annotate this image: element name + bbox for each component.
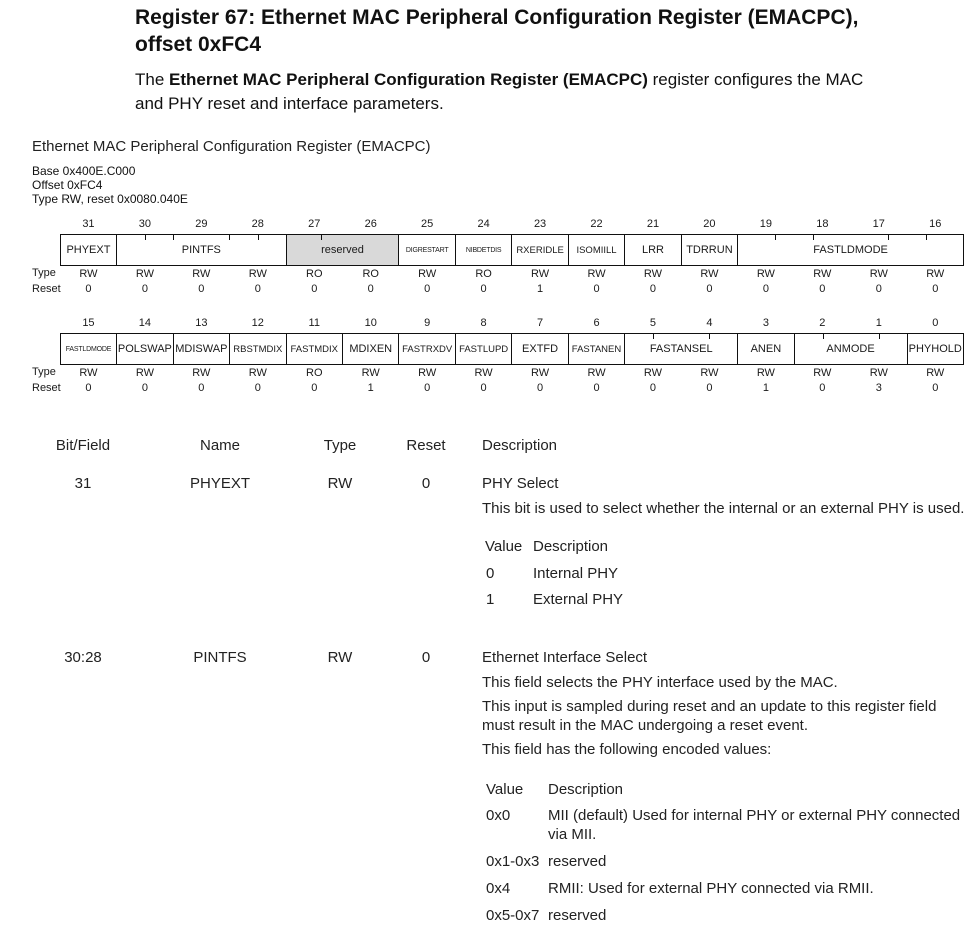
intro-prefix: The xyxy=(135,70,170,89)
type-value: RW xyxy=(418,366,437,379)
field-anmode xyxy=(794,334,907,365)
bit-number: 5 xyxy=(649,316,657,329)
intro-paragraph-line2: and PHY reset and interface parameters. xyxy=(135,94,444,113)
bit-number: 4 xyxy=(706,316,713,329)
bit-number: 23 xyxy=(533,217,547,230)
field-fastansel-label: FASTANSEL xyxy=(649,343,713,355)
value-code: 0x0 xyxy=(486,807,511,824)
type-value: RW xyxy=(756,267,775,280)
figure-title: Ethernet MAC Peripheral Configuration Register (EMACPC) xyxy=(32,138,431,155)
row-description-title: Ethernet Interface Select xyxy=(482,649,648,666)
reset-value: 0 xyxy=(706,381,713,394)
type-value: RW xyxy=(79,366,98,379)
row-reset: 0 xyxy=(421,475,431,492)
type-value: RW xyxy=(643,267,663,280)
reset-value: 0 xyxy=(706,282,713,295)
type-value: RW xyxy=(192,366,211,379)
bit-number: 0 xyxy=(932,316,939,329)
field-fastlupd: FASTLUPD xyxy=(455,334,511,365)
field-fastanen: FASTANEN xyxy=(568,334,624,365)
type-value: RW xyxy=(926,267,945,280)
field-tdrrun: TDRRUN xyxy=(681,235,737,266)
field-anen: ANEN xyxy=(738,334,794,365)
type-value: RW xyxy=(192,267,211,280)
bit-number: 29 xyxy=(195,217,208,230)
register-diagram-lower xyxy=(32,314,964,395)
type-value: RW xyxy=(79,267,98,280)
reset-value: 0 xyxy=(367,282,374,295)
type-row-label: Type xyxy=(32,366,56,379)
column-header-description: Description xyxy=(482,437,558,454)
value-description: MII (default) Used for internal PHY or external PHY connected xyxy=(548,807,961,824)
field-name-row xyxy=(32,334,964,365)
reset-value: 0 xyxy=(85,282,92,295)
bit-number: 30 xyxy=(138,217,152,230)
reset-value: 0 xyxy=(875,282,882,295)
value-code: 0x1-0x3 xyxy=(486,853,540,870)
field-phyhold: PHYHOLD xyxy=(907,334,963,365)
type-value: RW xyxy=(587,267,606,280)
page-title-line2: offset 0xFC4 xyxy=(135,33,262,56)
type-value: RW xyxy=(700,366,719,379)
value-table-header-description: Description xyxy=(533,538,609,555)
row-reset: 0 xyxy=(421,649,431,666)
reset-value: 0 xyxy=(480,381,487,394)
type-value: RW xyxy=(135,366,154,379)
type-value: RW xyxy=(531,366,550,379)
intro-suffix: register configures the MAC xyxy=(647,70,864,89)
bit-number: 6 xyxy=(593,316,600,329)
reset-value: 0 xyxy=(311,381,318,394)
value-description: RMII: Used for external PHY connected via RMII. xyxy=(548,880,874,897)
row-description-text: This field has the following encoded values: xyxy=(482,741,772,758)
bit-number: 15 xyxy=(82,316,95,329)
reset-value: 0 xyxy=(649,282,657,295)
type-value: RO xyxy=(306,366,323,379)
reset-value: 0 xyxy=(424,381,431,394)
figure-type-reset: Type RW, reset 0x0080.040E xyxy=(32,192,188,206)
reset-value: 0 xyxy=(198,282,205,295)
field-fastansel xyxy=(625,334,738,365)
type-value: RW xyxy=(248,366,267,379)
reset-value: 0 xyxy=(141,282,148,295)
field-fastldmode-label: FASTLDMODE xyxy=(813,244,888,256)
bit-number: 24 xyxy=(477,217,490,230)
field-fastmdix: FASTMDIX xyxy=(286,334,342,365)
field-rbstmdix: RBSTMDIX xyxy=(230,334,286,365)
reset-row xyxy=(32,380,964,395)
bit-number: 12 xyxy=(251,316,264,329)
type-row-label: Type xyxy=(32,267,56,280)
row-description-text: This field selects the PHY interface used by the MAC. xyxy=(482,674,838,691)
bit-number: 27 xyxy=(308,217,321,230)
value-code: 0x5-0x7 xyxy=(486,907,540,924)
type-value: RW xyxy=(531,267,550,280)
reset-value: 0 xyxy=(762,282,769,295)
field-rxeridle: RXERIDLE xyxy=(512,235,568,266)
bit-number: 19 xyxy=(759,217,772,230)
value-table-header-value: Value xyxy=(486,781,524,798)
bit-number: 8 xyxy=(480,316,487,329)
type-value: RW xyxy=(418,267,437,280)
value-description-continued: via MII. xyxy=(548,826,597,843)
field-extfd: EXTFD xyxy=(512,334,568,365)
reset-value: 0 xyxy=(932,282,939,295)
reset-value: 0 xyxy=(593,282,600,295)
bit-number: 18 xyxy=(816,217,829,230)
row-bitfield: 30:28 xyxy=(64,649,102,666)
value-code: 1 xyxy=(486,591,495,608)
type-value: RW xyxy=(869,267,888,280)
field-polswap: POLSWAP xyxy=(117,334,173,365)
reset-row xyxy=(32,281,964,296)
bit-number: 2 xyxy=(819,316,826,329)
bit-number-row xyxy=(32,215,964,235)
reset-value: 0 xyxy=(819,282,826,295)
field-pintfs xyxy=(117,235,286,266)
type-value: RW xyxy=(756,366,775,379)
type-value: RW xyxy=(135,267,154,280)
value-description: reserved xyxy=(548,853,607,870)
reset-value: 1 xyxy=(367,381,374,394)
type-value: RW xyxy=(474,366,493,379)
bit-number: 7 xyxy=(537,316,544,329)
bit-number: 22 xyxy=(590,217,603,230)
figure-base: Base 0x400E.C000 xyxy=(32,164,136,178)
reset-row-label: Reset xyxy=(32,282,61,295)
bit-number: 25 xyxy=(421,217,434,230)
reset-row-label: Reset xyxy=(32,381,61,394)
row-bitfield: 31 xyxy=(74,475,92,492)
field-nibdetdis: NIBDETDIS xyxy=(455,235,511,266)
type-value: RO xyxy=(475,267,492,280)
reset-value: 0 xyxy=(85,381,92,394)
field-anmode-label: ANMODE xyxy=(826,343,875,355)
bit-number: 26 xyxy=(364,217,377,230)
bit-number-row xyxy=(32,314,964,334)
type-value: RO xyxy=(306,267,323,280)
field-mdixen: MDIXEN xyxy=(342,334,398,365)
type-value: RW xyxy=(587,366,606,379)
column-header-bitfield: Bit/Field xyxy=(55,437,111,454)
bit-number: 11 xyxy=(308,316,320,329)
row-name: PINTFS xyxy=(193,649,247,666)
column-header-reset: Reset xyxy=(406,437,446,454)
value-code: 0x4 xyxy=(486,880,511,897)
row-type: RW xyxy=(327,475,353,492)
value-description: Internal PHY xyxy=(533,565,619,582)
value-description: reserved xyxy=(548,907,607,924)
type-value: RW xyxy=(813,366,832,379)
bit-number: 9 xyxy=(424,316,431,329)
reset-value: 0 xyxy=(480,282,487,295)
type-value: RO xyxy=(362,267,379,280)
type-value: RW xyxy=(361,366,380,379)
field-isomiill: ISOMIILL xyxy=(568,235,624,266)
bit-number: 13 xyxy=(195,316,208,329)
reset-value: 3 xyxy=(875,381,882,394)
reset-value: 0 xyxy=(593,381,600,394)
value-code: 0 xyxy=(486,565,495,582)
register-diagram-upper xyxy=(32,215,964,296)
bit-number: 31 xyxy=(82,217,95,230)
page-title: Register 67: Ethernet MAC Peripheral Configuration Register (EMACPC), xyxy=(135,6,859,29)
row-description-text: This bit is used to select whether the internal or an external PHY is used. xyxy=(482,500,965,517)
bit-number: 14 xyxy=(138,316,152,329)
field-fastldmode-upper xyxy=(738,235,964,266)
row-description-title: PHY Select xyxy=(482,475,559,492)
bit-number: 28 xyxy=(251,217,264,230)
type-row xyxy=(32,365,964,381)
bit-number: 16 xyxy=(929,217,942,230)
reset-value: 0 xyxy=(254,381,261,394)
intro-paragraph xyxy=(135,70,863,90)
reset-value: 0 xyxy=(649,381,657,394)
type-value: RW xyxy=(813,267,832,280)
bit-number: 1 xyxy=(875,316,882,329)
row-type: RW xyxy=(327,649,353,666)
reset-value: 0 xyxy=(141,381,148,394)
figure-offset: Offset 0xFC4 xyxy=(32,178,103,192)
value-table-header-value: Value xyxy=(485,538,523,555)
type-value: RW xyxy=(700,267,719,280)
column-header-name: Name xyxy=(199,437,240,454)
reset-value: 0 xyxy=(537,381,544,394)
type-value: RW xyxy=(869,366,888,379)
type-value: RW xyxy=(643,366,663,379)
reset-value: 0 xyxy=(819,381,826,394)
bit-number: 21 xyxy=(646,217,660,230)
column-header-type: Type xyxy=(323,437,357,454)
bit-number: 20 xyxy=(703,217,716,230)
row-name: PHYEXT xyxy=(189,475,250,492)
reset-value: 0 xyxy=(932,381,939,394)
row-description-text: This input is sampled during reset and an update to this register field xyxy=(482,698,937,715)
field-name-row xyxy=(32,235,964,266)
field-pintfs-label: PINTFS xyxy=(181,244,221,256)
type-value: RW xyxy=(248,267,267,280)
value-description: External PHY xyxy=(533,591,624,608)
reset-value: 1 xyxy=(537,282,544,295)
type-value: RW xyxy=(926,366,945,379)
value-table-header-description: Description xyxy=(548,781,624,798)
row-description-text: must result in the MAC undergoing a reset event. xyxy=(482,717,809,734)
field-fastldmode-lower: FASTLDMODE xyxy=(60,334,116,365)
field-reserved xyxy=(286,235,399,266)
reset-value: 0 xyxy=(424,282,431,295)
field-lrr: LRR xyxy=(625,235,681,266)
field-mdiswap: MDISWAP xyxy=(173,334,229,365)
reset-value: 1 xyxy=(762,381,769,394)
bit-number: 10 xyxy=(364,316,377,329)
bit-number: 3 xyxy=(762,316,769,329)
reset-value: 0 xyxy=(198,381,205,394)
intro-register-name: Ethernet MAC Peripheral Configuration Register (EMACPC) xyxy=(169,70,648,89)
reset-value: 0 xyxy=(254,282,261,295)
field-reserved-label: reserved xyxy=(321,244,364,256)
reset-value: 0 xyxy=(311,282,318,295)
field-phyext: PHYEXT xyxy=(60,235,116,266)
field-digrestart: DIGRESTART xyxy=(399,235,455,266)
type-row xyxy=(32,266,964,282)
bit-number: 17 xyxy=(872,217,885,230)
field-fastrxdv: FASTRXDV xyxy=(399,334,455,365)
